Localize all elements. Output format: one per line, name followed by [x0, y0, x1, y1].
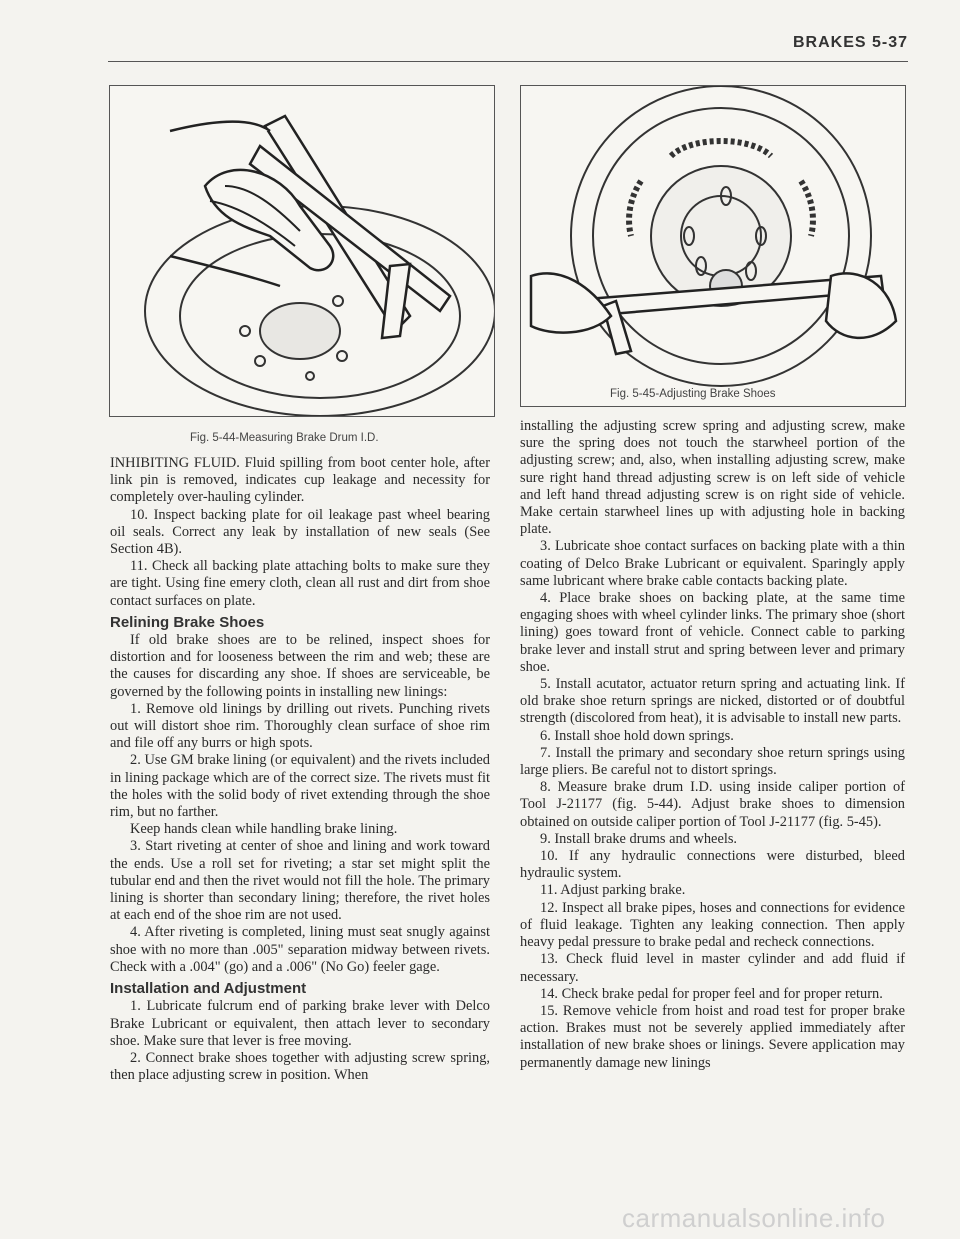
paragraph: installing the adjusting screw spring and adjusting screw, make sure the spring does not touch the starwheel portion of the adjusting screw; and, also, when installing adjusting screw, make sure right hand thread adjusting screw is on left side of vehicle and left hand thread adjusting screw is on right side of vehicle. Make certain starwheel lines up with adjusting hole in backing plate. [520, 418, 905, 538]
paragraph: 8. Measure brake drum I.D. using inside caliper portion of Tool J-21177 (fig. 5-44). Adjust brake shoes to dimension obtained on outside caliper portion of Tool J-21177 (fig. 5-45). [520, 779, 905, 830]
drum-measuring-illustration [110, 86, 494, 416]
page-header: BRAKES 5-37 [792, 34, 908, 51]
text-column-left [110, 455, 490, 1084]
paragraph: 3. Start riveting at center of shoe and lining and work toward the ends. Use a roll set for riveting; a star set might split the tubular end and then the rivet would not fill the hole. The primary lining is shorter than secondary lining; therefore, the rivet holes at each end of the shoe rim are not used. [110, 838, 490, 924]
paragraph: 11. Check all backing plate attaching bolts to make sure they are tight. Using fine emery cloth, clean all rust and dirt from shoe contact surfaces on plate. [110, 558, 490, 609]
paragraph: 2. Use GM brake lining (or equivalent) and the rivets included in lining package which are of the correct size. The rivets must fit the holes with the solid body of rivet extending through the shoe rim, but no farther. [110, 752, 490, 821]
paragraph: 11. Adjust parking brake. [540, 882, 686, 899]
figure-adjusting-shoes [520, 85, 906, 407]
paragraph: 2. Connect brake shoes together with adjusting screw spring, then place adjusting screw in position. When [110, 1049, 490, 1084]
paragraph: 12. Inspect all brake pipes, hoses and connections for evidence of fluid leakage. Tighten any leaking connection. Then apply heavy pedal pressure to brake pedal and recheck connections. [520, 899, 905, 951]
figure-measuring-drum [109, 85, 495, 417]
paragraph: 3. Lubricate shoe contact surfaces on backing plate with a thin coating of Delco Brake Lubricant or equivalent. Sparingly apply same lubricant where brake cable contacts backing plate. [520, 538, 905, 589]
paragraph: 7. Install the primary and secondary shoe return springs using large pliers. Be careful not to distort springs. [520, 744, 905, 779]
figure-caption-left: Fig. 5-44-Measuring Brake Drum I.D. [190, 432, 379, 444]
watermark: carmanualsonline.info [622, 1203, 886, 1233]
paragraph: 1. Remove old linings by drilling out rivets. Punching rivets out will distort shoe rim. Thoroughly clean surface of shoe rim and file off any burrs or high spots. [110, 700, 490, 752]
paragraph: 13. Check fluid level in master cylinder and add fluid if necessary. [520, 951, 905, 985]
figure-caption-right: Fig. 5-45-Adjusting Brake Shoes [610, 388, 776, 400]
paragraph: 10. Inspect backing plate for oil leakage past wheel bearing oil seals. Correct any leak by installation of new seals (See Section 4B). [110, 506, 490, 558]
paragraph: 4. Place brake shoes on backing plate, at the same time engaging shoes with wheel cylinder links. The primary shoe (short lining) goes toward front of vehicle. Connect cable to parking brake lever and install strut and spring between lever and primary shoe. [520, 590, 905, 675]
section-heading-relining: Relining Brake Shoes [110, 613, 265, 631]
paragraph: 10. If any hydraulic connections were disturbed, bleed hydraulic system. [520, 848, 905, 882]
header-rule [108, 61, 908, 62]
paragraph: 4. After riveting is completed, lining must seat snugly against shoe with no more than .005" separation midway between rivets. Check with a .004" (go) and a .006" (No Go) feeler gage. [110, 924, 490, 975]
paragraph: Keep hands clean while handling brake lining. [130, 821, 398, 838]
paragraph: INHIBITING FLUID. Fluid spilling from boot center hole, after link pin is removed, indicates cup leakage and necessity for completely over-hauling cylinder. [110, 455, 490, 506]
paragraph: 14. Check brake pedal for proper feel and for proper return. [540, 985, 883, 1002]
section-heading-installation: Installation and Adjustment [110, 980, 307, 998]
paragraph: 15. Remove vehicle from hoist and road test for proper brake action. Brakes must not be severely applied immediately after installation of new brake shoes or linings. Severe application may permanently damage new linings [520, 1002, 905, 1071]
shoe-adjusting-illustration [521, 86, 905, 406]
paragraph: If old brake shoes are to be relined, inspect shoes for distortion and for looseness between the rim and web; these are the causes for discarding any shoe. If shoes are serviceable, be governed by the following points in installing new linings: [110, 632, 490, 700]
paragraph: 5. Install acutator, actuator return spring and actuating link. If old brake shoe return springs are nicked, distorted or of doubtful strength (discolored from heat), it is advisable to install new parts. [520, 676, 905, 727]
paragraph: 9. Install brake drums and wheels. [540, 830, 738, 847]
paragraph: 1. Lubricate fulcrum end of parking brake lever with Delco Brake Lubricant or equivalent, then attach lever to secondary shoe. Make sure that lever is free moving. [110, 998, 490, 1049]
text-column-right [520, 418, 905, 1072]
paragraph: 6. Install shoe hold down springs. [540, 727, 734, 744]
